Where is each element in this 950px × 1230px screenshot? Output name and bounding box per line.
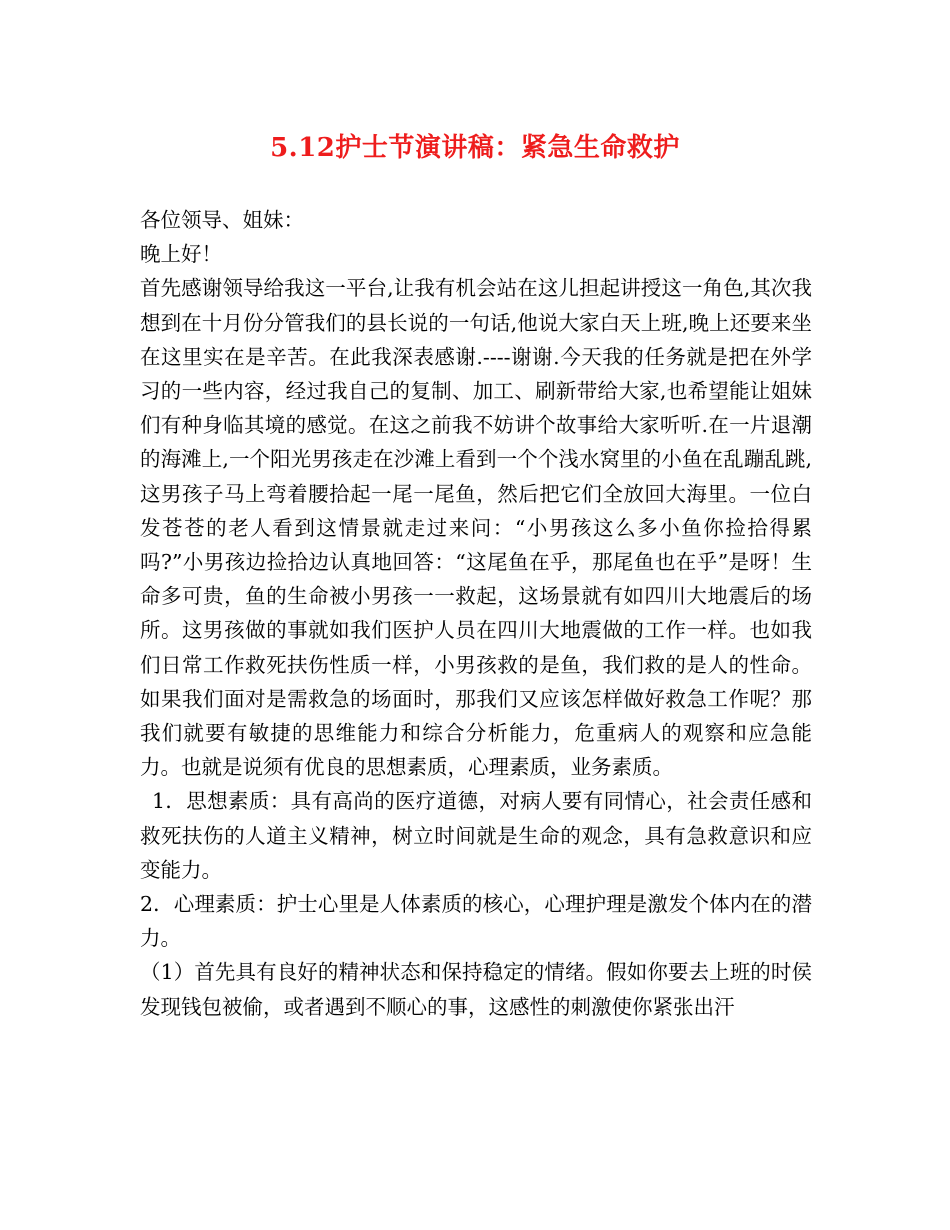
paragraph-mental-state: （1）首先具有良好的精神状态和保持稳定的情绪。假如你要去上班的时侯发现钱包被偷，或者遇到不顺心的事，这感性的刺激使你紧张出汗 bbox=[140, 960, 812, 1019]
paragraph-ideological-quality: 1．思想素质：具有高尚的医疗道德，对病人要有同情心，社会责任感和救死扶伤的人道主义精神，树立时间就是生命的观念，具有急救意识和应变能力。 bbox=[140, 789, 812, 882]
salutation: 各位领导、姐妹： bbox=[140, 208, 304, 232]
document-body bbox=[140, 203, 812, 1024]
document-title: 5.12护士节演讲稿：紧急生命救护 bbox=[270, 133, 680, 163]
greeting: 晚上好！ bbox=[140, 242, 222, 267]
paragraph-psychological-quality: 2．心理素质：护士心里是人体素质的核心，心理护理是激发个体内在的潜力。 bbox=[140, 892, 812, 951]
paragraph-intro: 首先感谢领导给我这一平台,让我有机会站在这儿担起讲授这一角色,其次我想到在十月份分管我们的县长说的一句话,他说大家白天上班,晚上还要来坐在这里实在是辛苦。在此我深表感谢.----谢谢.今天我的任务就是把在外学习的一些内容，经过我自己的复制、加工、刷新带给大家,也希望能让姐妹们有种身临其境的感觉。在这之前我不妨讲个故事给大家听听.在一片退潮的海滩上,一个阳光男孩走在沙滩上看到一个个浅水窝里的小鱼在乱蹦乱跳,这男孩子马上弯着腰拾起一尾一尾鱼，然后把它们全放回大海里。一位白发苍苍的老人看到这情景就走过来问：“小男孩这么多小鱼你捡拾得累吗?”小男孩边捡拾边认真地回答：“这尾鱼在乎，那尾鱼也在乎”是呀！生命多可贵，鱼的生命被小男孩一一救起，这场景就有如四川大地震后的场所。这男孩做的事就如我们医护人员在四川大地震做的工作一样。也如我们日常工作救死扶伤性质一样，小男孩救的是鱼，我们救的是人的性命。如果我们面对是需救急的场面时，那我们又应该怎样做好救急工作呢？那我们就要有敏捷的思维能力和综合分析能力，危重病人的观察和应急能力。也就是说须有优良的思想素质，心理素质，业务素质。 bbox=[140, 276, 812, 780]
